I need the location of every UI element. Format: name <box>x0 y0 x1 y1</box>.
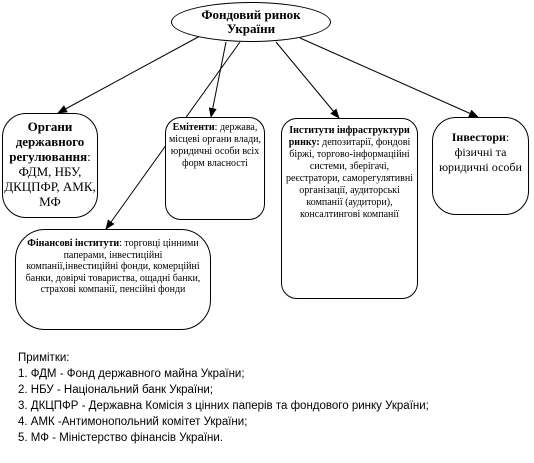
node-organy: Органи державного регулювання: ФДМ, НБУ, ДКЦПФР, АМК, МФ <box>2 113 98 218</box>
node-infra-text: депозитарії, фондові біржі, торгово-інформаційні системи, зберігачі, реєстратори, саморегулятивні організації, аудиторські компанії (аудитори), консалтингові компанії <box>285 137 414 220</box>
note-item-2: 2. НБУ - Національний банк України; <box>18 384 214 396</box>
root-title-line1: Фондовий ринок <box>201 7 301 22</box>
note-item-1: 1. ФДМ - Фонд державного майна України; <box>18 368 245 380</box>
node-infra-title: Інститути інфраструктури ринку: <box>288 125 410 148</box>
note-item-3: 3. ДКЦПФР - Державна Комісія з цінних паперів та фондового ринку України; <box>18 400 429 412</box>
node-investory: Інвестори: фізичні та юридичні особи <box>432 117 529 215</box>
node-finansovi-text: торговці цінними паперами, інвестиційні компанії,інвестиційні фонди, комерційні банки, довірчі товариства, ощадні банки, страхові компанії, пенсійні фонди <box>25 238 201 295</box>
arrow-to-organy <box>58 36 200 113</box>
node-finansovi: Фінансові інститути: торговці цінними паперами, інвестиційні компанії,інвестиційні фонди, комерційні банки, довірчі товариства, ощадні банки, страхові компанії, пенсійні фонди <box>15 229 211 330</box>
node-emitenty: Емітенти: держава, місцеві органи влади, юридичні особи всіх форм власності <box>165 117 265 220</box>
node-emitenty-text: держава, місцеві органи влади, юридичні особи всіх форм власності <box>168 122 262 169</box>
notes-heading: Примітки: <box>18 352 70 364</box>
arrow-to-investory <box>300 38 478 117</box>
root-title-line2: України <box>226 21 276 36</box>
node-organy-text: ФДМ, НБУ, ДКЦПФР, АМК, МФ <box>4 164 96 209</box>
node-emitenty-title: Емітенти <box>172 122 215 133</box>
node-organy-title: Органи державного регулювання <box>9 119 88 164</box>
note-item-5: 5. МФ - Міністерство фінансів України. <box>18 432 224 444</box>
root-node <box>171 2 331 42</box>
node-investory-text: фізичні та юридичні особи <box>439 145 522 174</box>
node-infra <box>281 118 418 299</box>
node-finansovi-title: Фінансові інститути <box>27 238 120 249</box>
notes-block <box>18 350 528 446</box>
node-investory-title: Інвестори <box>451 130 506 144</box>
note-item-4: 4. АМК -Антимонопольний комітет України; <box>18 416 248 428</box>
arrow-to-infra <box>276 42 339 118</box>
